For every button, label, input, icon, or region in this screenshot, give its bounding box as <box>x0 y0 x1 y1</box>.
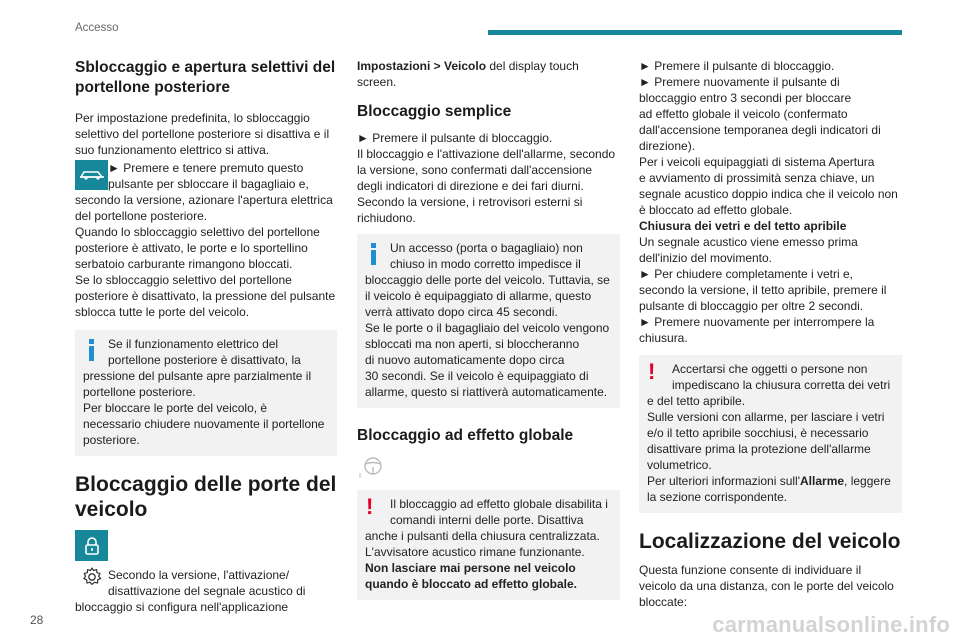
heading-simple-locking: Bloccaggio semplice <box>357 103 512 120</box>
heading-line: veicolo <box>75 498 148 521</box>
text-line: chiuso in modo corretto impedisce il <box>390 257 581 271</box>
heading-selective-unlocking <box>75 58 337 98</box>
text-line: posteriore è attivato, le porte e lo sportellino <box>75 241 308 255</box>
text-line: pressione del pulsante apre parzialmente il <box>83 369 312 383</box>
text-line: ad effetto globale il veicolo (confermato <box>639 107 848 121</box>
text-line: bloccaggio delle porte del veicolo. Tuttavia, se <box>365 273 610 287</box>
text-line: anche i pulsanti della chiusura centralizzata. <box>365 529 600 543</box>
text-line: dell'inizio del movimento. <box>639 251 773 265</box>
text-line: e/o il tetto apribile socchiusi, è necessario <box>647 426 869 440</box>
text-line: ► Premere nuovamente per interrompere la <box>639 315 875 329</box>
info-icon <box>89 339 94 361</box>
text-span: Per ulteriori informazioni sull' <box>647 474 801 488</box>
text-line: veicolo da una distanza, con le porte del veicolo <box>639 579 894 593</box>
text-line: comandi interni delle porte. Disattiva <box>390 513 584 527</box>
text-line: secondo la versione, azionare l'apertura elettrica <box>75 193 333 207</box>
text-line: Se le porte o il bagagliaio del veicolo vengono <box>365 321 610 335</box>
text-line: secondo la versione, il tetto apribile, premere il <box>639 283 887 297</box>
text-line: il veicolo è equipaggiato di allarme, questo <box>365 289 592 303</box>
text-line: di nuovo automaticamente dopo circa <box>365 353 565 367</box>
text-line: allarme, questo si riattiverà automaticamente. <box>365 385 608 399</box>
text-line: screen. <box>357 75 397 89</box>
text-line: selettivo del portellone posteriore si disattiva e il <box>75 127 330 141</box>
text-line: Quando lo sbloccaggio selettivo del portellone <box>75 225 320 239</box>
text-line: disattivazione del segnale acustico di <box>108 584 306 598</box>
car-key-icon-box <box>75 160 108 190</box>
text-line: portellone posteriore. <box>83 385 196 399</box>
paragraph-intro <box>75 110 337 158</box>
heading-door-locking <box>75 472 337 522</box>
warning-note <box>357 490 620 600</box>
paragraph-deadlock-steps <box>639 58 902 346</box>
heading-vehicle-locating: Localizzazione del veicolo <box>639 530 901 553</box>
gear-setting-row <box>75 563 337 599</box>
text-line: Questa funzione consente di individuare il <box>639 563 862 577</box>
text-line: posteriore. <box>83 433 140 447</box>
text-line: la sezione corrispondente. <box>647 490 788 504</box>
heading-line: portellone posteriore <box>75 79 231 96</box>
text-line: Accertarsi che oggetti o persone non <box>672 362 868 376</box>
text-line: direzione). <box>639 139 696 153</box>
text-span: , leggere <box>844 474 891 488</box>
text-line: Un segnale acustico viene emesso prima <box>639 235 858 249</box>
text-line: ► Premere nuovamente il pulsante di <box>639 75 840 89</box>
car-key-icon <box>75 160 108 190</box>
text-line: richiudono. <box>357 211 416 225</box>
text-line: verrà attivato dopo circa 45 secondi. <box>365 305 558 319</box>
text-span: Allarme <box>800 474 845 488</box>
column-left <box>75 58 337 615</box>
warning-note <box>639 355 902 513</box>
text-line: Se lo sbloccaggio selettivo del portellone <box>75 273 292 287</box>
padlock-icon <box>75 530 108 561</box>
section-title: Accesso <box>75 22 119 34</box>
text-line: e del tetto apribile. <box>647 394 746 408</box>
text-line: Secondo la versione, i retrovisori esterni si <box>357 195 583 209</box>
info-note <box>357 234 620 408</box>
text-line: Secondo la versione, l'attivazione/ <box>108 568 290 582</box>
text-line: Per impostazione predefinita, lo sbloccaggio <box>75 111 310 125</box>
steering-wheel-icon <box>357 454 390 480</box>
column-right <box>639 58 902 610</box>
text-line: serbatoio carburante rimangono bloccati. <box>75 257 293 271</box>
text-line: sbloccati ma non aperti, si bloccheranno <box>365 337 580 351</box>
column-middle <box>357 58 620 600</box>
text-line: Se il funzionamento elettrico del <box>108 337 279 351</box>
text-line: ► Premere il pulsante di bloccaggio. <box>357 131 553 145</box>
watermark: carmanualsonline.info <box>712 612 950 637</box>
page-number: 28 <box>30 613 44 627</box>
text-line: disattivare prima la protezione dell'allarme <box>647 442 871 456</box>
text-line: quando è bloccato ad effetto globale. <box>365 577 578 591</box>
settings-path: Impostazioni > Veicolo <box>357 59 487 73</box>
text-line: Il bloccaggio e l'attivazione dell'allarme, secondo <box>357 147 616 161</box>
header-accent-bar <box>488 30 902 35</box>
info-icon <box>371 243 376 265</box>
text-line: Il bloccaggio ad effetto globale disabilita i <box>390 497 608 511</box>
text-line: chiusura. <box>639 331 688 345</box>
text-line: bloccate: <box>639 595 688 609</box>
text-line: ► Premere e tenere premuto questo <box>108 161 304 175</box>
text-line: Non lasciare mai persone nel veicolo <box>365 561 576 575</box>
text-line: Un accesso (porta o bagagliaio) non <box>390 241 583 255</box>
paragraph-locating <box>639 562 902 610</box>
paragraph-settings <box>357 58 620 90</box>
gear-icon <box>75 563 108 591</box>
text-line: bloccaggio si configura nell'applicazione <box>75 600 289 614</box>
text-line: pulsante per sbloccare il bagagliaio e, <box>108 177 309 191</box>
text-line: suo funzionamento elettrico si attiva. <box>75 143 270 157</box>
text-line: del portellone posteriore. <box>75 209 208 223</box>
text-line: degli indicatori di direzione e dei fari diurni. <box>357 179 584 193</box>
text-line: Per i veicoli equipaggiati di sistema Apertura <box>639 155 875 169</box>
subheading-windows: Chiusura dei vetri e del tetto apribile <box>639 219 847 233</box>
text-line: dall'accensione temporanea degli indicatori di <box>639 123 881 137</box>
text-line: pulsante di bloccaggio per oltre 2 secondi. <box>639 299 864 313</box>
heading-line: Sbloccaggio e apertura selettivi del <box>75 59 336 76</box>
text-line: posteriore è disattivato, la pressione del pulsante <box>75 289 336 303</box>
heading-deadlocking: Bloccaggio ad effetto globale <box>357 427 574 444</box>
text-line: bloccaggio entro 3 secondi per bloccare <box>639 91 852 105</box>
text-line: necessario chiudere nuovamente il portellone <box>83 417 325 431</box>
text-line: e avviamento di prossimità senza chiave, un <box>639 171 875 185</box>
gear-icon-box <box>75 563 108 591</box>
paragraph-step-rest <box>75 192 337 320</box>
text-line: portellone posteriore è disattivato, la <box>108 353 301 367</box>
text-line: 30 secondi. Se il veicolo è equipaggiato di <box>365 369 589 383</box>
warning-icon: ! <box>648 359 656 384</box>
info-note <box>75 330 337 456</box>
text-line: ► Premere il pulsante di bloccaggio. <box>639 59 835 73</box>
text-line: volumetrico. <box>647 458 712 472</box>
text-line: Per bloccare le porte del veicolo, è <box>83 401 268 415</box>
text-line: segnale acustico doppio indica che il veicolo non <box>639 187 898 201</box>
text-line: la versione, sono confermati dall'accensione <box>357 163 593 177</box>
step-with-icon <box>75 160 337 192</box>
text-line: ► Per chiudere completamente i vetri e, <box>639 267 853 281</box>
text-span: del display touch <box>486 59 579 73</box>
text-line: impediscano la chiusura corretta dei vetri <box>672 378 891 392</box>
text-line: Sulle versioni con allarme, per lasciare i vetri <box>647 410 885 424</box>
paragraph-simple-locking <box>357 130 620 226</box>
text-line: sblocca tutte le porte del veicolo. <box>75 305 250 319</box>
heading-line: Bloccaggio delle porte del <box>75 473 337 496</box>
text-line: è bloccato ad effetto globale. <box>639 203 793 217</box>
text-line: L'avvisatore acustico rimane funzionante. <box>365 545 585 559</box>
warning-icon: ! <box>366 494 374 519</box>
